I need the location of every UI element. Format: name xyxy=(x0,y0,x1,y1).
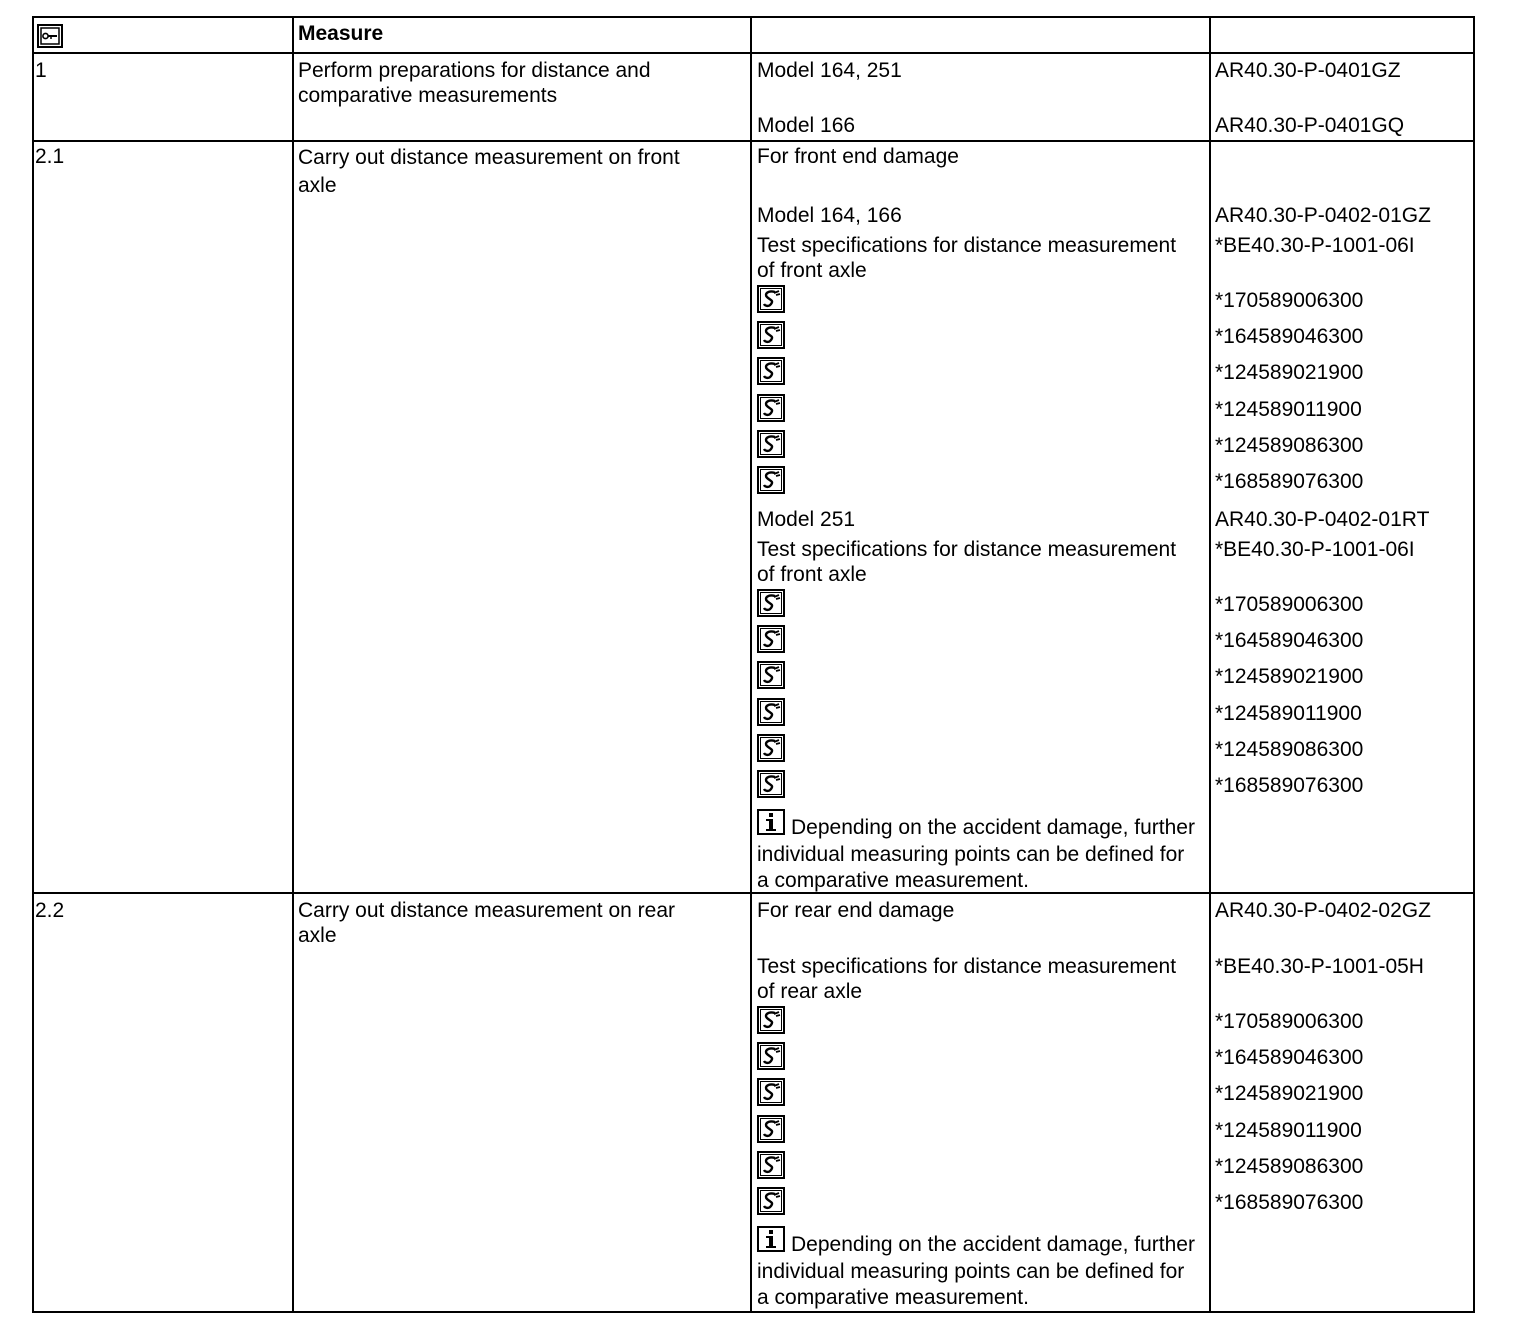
tool-part-number[interactable]: *168589076300 xyxy=(1215,1191,1364,1214)
tool-part-number[interactable]: *124589021900 xyxy=(1215,361,1364,385)
reference-link[interactable]: AR40.30-P-0401GZ xyxy=(1215,59,1401,82)
measure-text: Perform preparations for distance and comparative measurements xyxy=(298,59,651,107)
wrench-icon xyxy=(37,24,63,48)
tool-part-number[interactable]: *164589046300 xyxy=(1215,629,1364,653)
column-divider xyxy=(750,16,752,1313)
row-divider xyxy=(32,52,1475,54)
special-tool-icon xyxy=(757,394,785,422)
tool-part-number[interactable]: *168589076300 xyxy=(1215,470,1364,493)
table-border-top xyxy=(32,16,1475,18)
tool-part-number[interactable]: *170589006300 xyxy=(1215,289,1364,312)
row-divider xyxy=(32,892,1475,894)
reference-link[interactable]: AR40.30-P-0402-01GZ xyxy=(1215,204,1431,227)
tool-part-number[interactable]: *170589006300 xyxy=(1215,1010,1364,1033)
special-tool-icon xyxy=(757,1042,785,1070)
special-tool-icon xyxy=(757,466,785,494)
reference-link[interactable]: *BE40.30-P-1001-05H xyxy=(1215,955,1424,978)
special-tool-icon xyxy=(757,1078,785,1106)
column-divider xyxy=(1209,16,1211,1313)
table-border-bottom xyxy=(32,1311,1475,1313)
model-label: Model 164, 251 xyxy=(757,59,902,82)
spec-text: Test specifications for distance measurement of front axle xyxy=(757,234,1177,282)
tool-part-number[interactable]: *124589011900 xyxy=(1215,1118,1362,1142)
row-divider xyxy=(32,140,1475,142)
step-number: 1 xyxy=(35,59,47,82)
note-text: Depending on the accident damage, further individual measuring points can be defined for a comparative measurement. xyxy=(757,1233,1195,1309)
tool-part-number[interactable]: *124589011900 xyxy=(1215,397,1362,421)
measure-text: Carry out distance measurement on rear axle xyxy=(298,899,676,947)
step-number: 2.1 xyxy=(35,145,65,168)
tool-part-number[interactable]: *124589086300 xyxy=(1215,1154,1364,1178)
reference-link[interactable]: AR40.30-P-0401GQ xyxy=(1215,114,1405,137)
tool-part-number[interactable]: *124589086300 xyxy=(1215,433,1364,457)
model-label: Model 251 xyxy=(757,508,856,531)
table-border-right xyxy=(1473,16,1475,1313)
spec-text: Test specifications for distance measurement of rear axle xyxy=(757,955,1177,1003)
tool-part-number[interactable]: *124589021900 xyxy=(1215,1082,1364,1106)
tool-part-number[interactable]: *124589011900 xyxy=(1215,701,1362,725)
procedure-table xyxy=(32,16,1475,1313)
reference-link[interactable]: AR40.30-P-0402-01RT xyxy=(1215,508,1430,531)
special-tool-icon xyxy=(757,357,785,385)
measure-text: Carry out distance measurement on front axle xyxy=(298,146,680,197)
reference-link[interactable]: *BE40.30-P-1001-06I xyxy=(1215,538,1415,561)
special-tool-icon xyxy=(757,734,785,762)
tool-part-number[interactable]: *164589046300 xyxy=(1215,1046,1364,1070)
tool-part-number[interactable]: *164589046300 xyxy=(1215,325,1364,349)
model-label: Model 166 xyxy=(757,114,856,137)
tool-part-number[interactable]: *124589021900 xyxy=(1215,665,1364,689)
note-text: Depending on the accident damage, further individual measuring points can be defined for a comparative measurement. xyxy=(757,816,1195,892)
special-tool-icon xyxy=(757,1006,785,1034)
reference-link[interactable]: *BE40.30-P-1001-06I xyxy=(1215,234,1415,257)
special-tool-icon xyxy=(757,321,785,349)
column-divider xyxy=(292,16,294,1313)
special-tool-icon xyxy=(757,661,785,689)
special-tool-icon xyxy=(757,770,785,798)
spec-text: Test specifications for distance measurement of front axle xyxy=(757,538,1177,586)
tool-part-number[interactable]: *170589006300 xyxy=(1215,593,1364,616)
tool-part-number[interactable]: *168589076300 xyxy=(1215,774,1364,797)
step-number: 2.2 xyxy=(35,899,65,922)
special-tool-icon xyxy=(757,625,785,653)
model-label: Model 164, 166 xyxy=(757,204,902,227)
condition-text: For rear end damage xyxy=(757,899,955,922)
tool-part-number[interactable]: *124589086300 xyxy=(1215,737,1364,761)
condition-text: For front end damage xyxy=(757,145,959,168)
special-tool-icon xyxy=(757,589,785,617)
header-measure: Measure xyxy=(298,22,384,45)
special-tool-icon xyxy=(757,430,785,458)
reference-link[interactable]: AR40.30-P-0402-02GZ xyxy=(1215,899,1431,922)
special-tool-icon xyxy=(757,285,785,313)
special-tool-icon xyxy=(757,1151,785,1179)
special-tool-icon xyxy=(757,1187,785,1215)
special-tool-icon xyxy=(757,698,785,726)
table-border-left xyxy=(32,16,34,1313)
special-tool-icon xyxy=(757,1115,785,1143)
